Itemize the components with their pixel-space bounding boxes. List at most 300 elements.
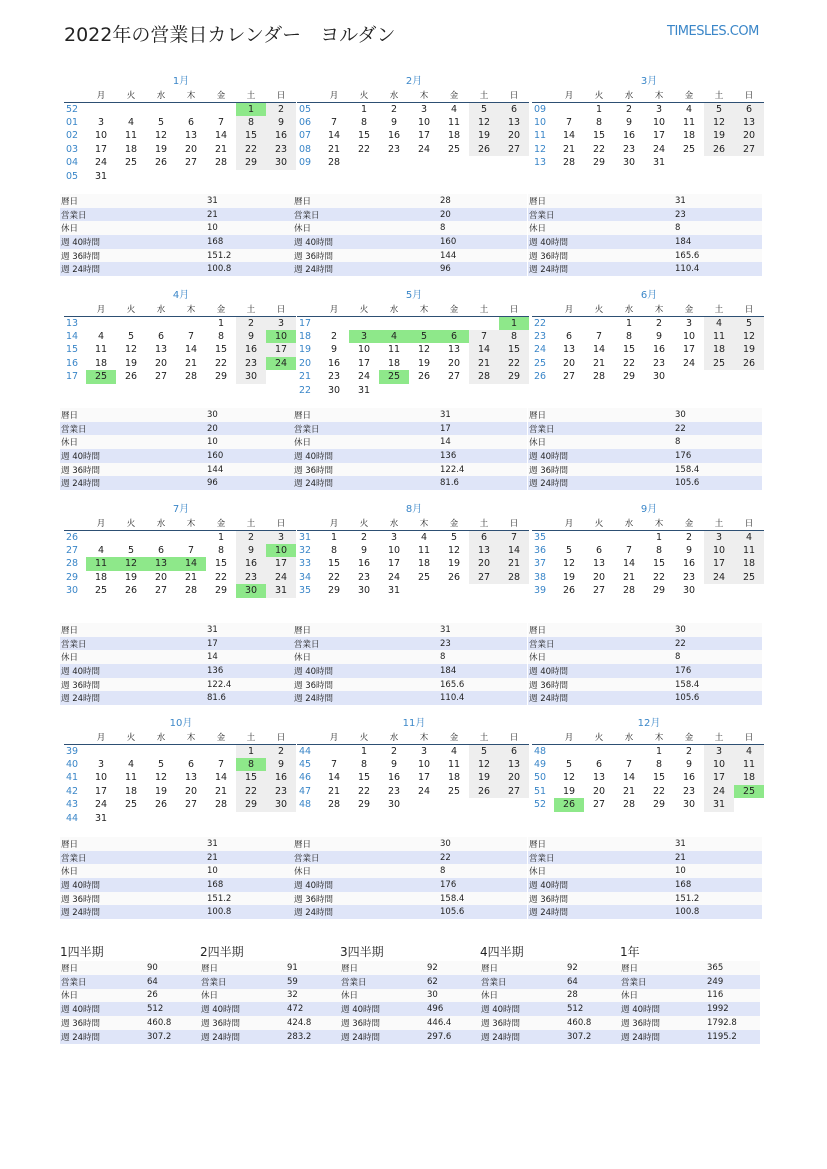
day-cell[interactable]: 22 [622, 357, 636, 369]
day-cell[interactable]: 27 [562, 371, 576, 383]
day-cell[interactable]: 7 [187, 330, 195, 342]
day-cell[interactable]: 18 [417, 558, 431, 570]
day-cell[interactable]: 6 [499, 102, 529, 116]
day-cell[interactable]: 10 [357, 344, 371, 356]
day-cell[interactable]: 22 [652, 571, 666, 583]
day-cell[interactable]: 28 [562, 157, 576, 169]
day-cell[interactable]: 5 [469, 744, 499, 758]
day-cell[interactable]: 26 [124, 371, 138, 383]
day-cell[interactable]: 24 [387, 571, 401, 583]
day-cell[interactable]: 30 [266, 156, 296, 170]
day-cell[interactable]: 29 [214, 371, 228, 383]
day-cell[interactable]: 9 [625, 116, 633, 128]
day-cell[interactable]: 9 [655, 330, 663, 342]
day-cell[interactable]: 27 [592, 585, 606, 597]
day-cell[interactable]: 7 [217, 116, 225, 128]
day-cell[interactable]: 12 [447, 544, 461, 556]
day-cell[interactable]: 8 [217, 544, 225, 556]
day-cell[interactable]: 14 [562, 130, 576, 142]
day-cell[interactable]: 20 [499, 129, 529, 143]
day-cell[interactable]: 16 [622, 130, 636, 142]
day-cell[interactable]: 6 [187, 116, 195, 128]
day-cell[interactable]: 11 [704, 330, 734, 344]
day-cell[interactable]: 24 [94, 157, 108, 169]
day-cell[interactable]: 27 [499, 785, 529, 799]
day-cell[interactable]: 24 [94, 799, 108, 811]
day-cell[interactable]: 21 [622, 785, 636, 797]
day-cell[interactable]: 30 [357, 585, 371, 597]
day-cell[interactable]: 13 [154, 344, 168, 356]
day-cell[interactable]: 18 [447, 130, 461, 142]
day-cell[interactable]: 23 [327, 371, 341, 383]
day-cell[interactable]: 9 [685, 544, 693, 556]
day-cell[interactable]: 19 [704, 129, 734, 143]
day-cell[interactable]: 24 [704, 571, 734, 585]
day-cell[interactable]: 22 [214, 571, 228, 583]
day-cell[interactable]: 14 [499, 544, 529, 558]
day-cell[interactable]: 20 [154, 357, 168, 369]
day-cell[interactable]: 24 [357, 371, 371, 383]
site-logo[interactable]: TIMESLES.COM [667, 24, 759, 39]
day-cell[interactable]: 3 [97, 116, 105, 128]
day-cell[interactable]: 5 [469, 102, 499, 116]
day-cell[interactable]: 14 [176, 557, 206, 571]
day-cell[interactable]: 13 [499, 116, 529, 130]
day-cell[interactable]: 16 [387, 772, 401, 784]
day-cell[interactable]: 31 [357, 384, 371, 396]
day-cell[interactable]: 26 [734, 357, 764, 371]
day-cell[interactable]: 2 [236, 530, 266, 544]
day-cell[interactable]: 31 [94, 170, 108, 182]
day-cell[interactable]: 22 [357, 143, 371, 155]
day-cell[interactable]: 12 [704, 116, 734, 130]
day-cell[interactable]: 11 [734, 758, 764, 772]
day-cell[interactable]: 13 [592, 558, 606, 570]
day-cell[interactable]: 7 [330, 758, 338, 770]
day-cell[interactable]: 15 [622, 344, 636, 356]
day-cell[interactable]: 24 [417, 785, 431, 797]
day-cell[interactable]: 10 [704, 758, 734, 772]
day-cell[interactable]: 10 [266, 544, 296, 558]
day-cell[interactable]: 4 [127, 116, 135, 128]
day-cell[interactable]: 31 [387, 585, 401, 597]
day-cell[interactable]: 21 [562, 143, 576, 155]
day-cell[interactable]: 13 [146, 557, 176, 571]
day-cell[interactable]: 8 [655, 758, 663, 770]
day-cell[interactable]: 21 [327, 143, 341, 155]
day-cell[interactable]: 29 [592, 157, 606, 169]
day-cell[interactable]: 18 [704, 343, 734, 357]
day-cell[interactable]: 15 [236, 129, 266, 143]
day-cell[interactable]: 12 [469, 758, 499, 772]
day-cell[interactable]: 30 [266, 798, 296, 812]
day-cell[interactable]: 15 [214, 344, 228, 356]
day-cell[interactable]: 18 [734, 771, 764, 785]
day-cell[interactable]: 29 [236, 798, 266, 812]
day-cell[interactable]: 19 [124, 357, 138, 369]
day-cell[interactable]: 21 [469, 357, 499, 371]
day-cell[interactable]: 23 [236, 357, 266, 371]
day-cell[interactable]: 3 [704, 530, 734, 544]
day-cell[interactable]: 9 [236, 330, 266, 344]
day-cell[interactable]: 2 [330, 330, 338, 342]
day-cell[interactable]: 5 [157, 758, 165, 770]
day-cell[interactable]: 12 [154, 130, 168, 142]
day-cell[interactable]: 14 [622, 772, 636, 784]
day-cell[interactable]: 6 [157, 544, 165, 556]
day-cell[interactable]: 23 [682, 571, 696, 583]
day-cell[interactable]: 6 [469, 530, 499, 544]
day-cell[interactable]: 26 [704, 143, 734, 157]
day-cell[interactable]: 28 [327, 157, 341, 169]
day-cell[interactable]: 15 [652, 558, 666, 570]
day-cell[interactable]: 18 [682, 130, 696, 142]
day-cell[interactable]: 3 [97, 758, 105, 770]
day-cell[interactable]: 6 [439, 330, 469, 344]
day-cell[interactable]: 4 [97, 330, 105, 342]
day-cell[interactable]: 17 [266, 557, 296, 571]
day-cell[interactable]: 3 [655, 103, 663, 115]
day-cell[interactable]: 11 [124, 130, 138, 142]
day-cell[interactable]: 28 [469, 370, 499, 384]
day-cell[interactable]: 1 [236, 102, 266, 116]
day-cell[interactable]: 3 [704, 744, 734, 758]
day-cell[interactable]: 24 [652, 143, 666, 155]
day-cell[interactable]: 20 [469, 557, 499, 571]
day-cell[interactable]: 5 [409, 330, 439, 344]
day-cell[interactable]: 28 [622, 799, 636, 811]
day-cell[interactable]: 30 [682, 585, 696, 597]
day-cell[interactable]: 23 [387, 785, 401, 797]
day-cell[interactable]: 9 [266, 758, 296, 772]
day-cell[interactable]: 26 [154, 157, 168, 169]
day-cell[interactable]: 9 [390, 116, 398, 128]
day-cell[interactable]: 4 [734, 744, 764, 758]
day-cell[interactable]: 3 [685, 317, 693, 329]
day-cell[interactable]: 28 [184, 371, 198, 383]
day-cell[interactable]: 23 [266, 143, 296, 157]
day-cell[interactable]: 7 [625, 758, 633, 770]
day-cell[interactable]: 29 [327, 585, 341, 597]
day-cell[interactable]: 9 [236, 544, 266, 558]
day-cell[interactable]: 24 [266, 357, 296, 371]
day-cell[interactable]: 12 [562, 558, 576, 570]
day-cell[interactable]: 21 [184, 357, 198, 369]
day-cell[interactable]: 25 [682, 143, 696, 155]
day-cell[interactable]: 29 [236, 156, 266, 170]
day-cell[interactable]: 19 [124, 571, 138, 583]
day-cell[interactable]: 24 [266, 571, 296, 585]
day-cell[interactable]: 28 [622, 585, 636, 597]
day-cell[interactable]: 17 [682, 344, 696, 356]
day-cell[interactable]: 26 [124, 585, 138, 597]
day-cell[interactable]: 6 [157, 330, 165, 342]
day-cell[interactable]: 2 [625, 103, 633, 115]
day-cell[interactable]: 20 [184, 143, 198, 155]
day-cell[interactable]: 27 [154, 585, 168, 597]
day-cell[interactable]: 21 [214, 143, 228, 155]
day-cell[interactable]: 7 [565, 116, 573, 128]
day-cell[interactable]: 16 [236, 557, 266, 571]
day-cell[interactable]: 22 [327, 571, 341, 583]
day-cell[interactable]: 26 [469, 785, 499, 799]
day-cell[interactable]: 8 [499, 330, 529, 344]
day-cell[interactable]: 27 [734, 143, 764, 157]
day-cell[interactable]: 10 [417, 758, 431, 770]
day-cell[interactable]: 15 [236, 771, 266, 785]
day-cell[interactable]: 15 [499, 343, 529, 357]
day-cell[interactable]: 7 [595, 330, 603, 342]
day-cell[interactable]: 22 [652, 785, 666, 797]
day-cell[interactable]: 16 [682, 772, 696, 784]
day-cell[interactable]: 31 [94, 812, 108, 824]
day-cell[interactable]: 9 [390, 758, 398, 770]
day-cell[interactable]: 10 [387, 544, 401, 556]
day-cell[interactable]: 13 [734, 116, 764, 130]
day-cell[interactable]: 18 [94, 571, 108, 583]
day-cell[interactable]: 3 [266, 316, 296, 330]
day-cell[interactable]: 13 [592, 772, 606, 784]
day-cell[interactable]: 21 [592, 357, 606, 369]
day-cell[interactable]: 1 [360, 745, 368, 757]
day-cell[interactable]: 16 [327, 357, 341, 369]
day-cell[interactable]: 10 [94, 130, 108, 142]
day-cell[interactable]: 5 [157, 116, 165, 128]
day-cell[interactable]: 24 [704, 785, 734, 799]
day-cell[interactable]: 20 [499, 771, 529, 785]
day-cell[interactable]: 9 [360, 544, 368, 556]
day-cell[interactable]: 17 [652, 130, 666, 142]
day-cell[interactable]: 14 [592, 344, 606, 356]
day-cell[interactable]: 14 [469, 343, 499, 357]
day-cell[interactable]: 29 [652, 585, 666, 597]
day-cell[interactable]: 18 [124, 143, 138, 155]
day-cell[interactable]: 17 [704, 771, 734, 785]
day-cell[interactable]: 26 [154, 799, 168, 811]
day-cell[interactable]: 30 [622, 157, 636, 169]
day-cell[interactable]: 8 [236, 116, 266, 130]
day-cell[interactable]: 20 [562, 357, 576, 369]
day-cell[interactable]: 1 [595, 103, 603, 115]
day-cell[interactable]: 8 [330, 544, 338, 556]
day-cell[interactable]: 25 [734, 571, 764, 585]
day-cell[interactable]: 4 [420, 531, 428, 543]
day-cell[interactable]: 11 [417, 544, 431, 556]
day-cell[interactable]: 15 [357, 130, 371, 142]
day-cell[interactable]: 9 [685, 758, 693, 770]
day-cell[interactable]: 1 [236, 744, 266, 758]
day-cell[interactable]: 19 [469, 129, 499, 143]
day-cell[interactable]: 29 [214, 585, 228, 597]
day-cell[interactable]: 29 [652, 799, 666, 811]
day-cell[interactable]: 15 [327, 558, 341, 570]
day-cell[interactable]: 6 [565, 330, 573, 342]
day-cell[interactable]: 27 [447, 371, 461, 383]
day-cell[interactable]: 26 [447, 571, 461, 583]
day-cell[interactable]: 6 [499, 744, 529, 758]
day-cell[interactable]: 4 [379, 330, 409, 344]
day-cell[interactable]: 20 [592, 571, 606, 583]
day-cell[interactable]: 21 [184, 571, 198, 583]
day-cell[interactable]: 30 [327, 384, 341, 396]
day-cell[interactable]: 14 [622, 558, 636, 570]
day-cell[interactable]: 21 [499, 557, 529, 571]
day-cell[interactable]: 23 [387, 143, 401, 155]
day-cell[interactable]: 8 [217, 330, 225, 342]
day-cell[interactable]: 13 [184, 130, 198, 142]
day-cell[interactable]: 30 [652, 371, 666, 383]
day-cell[interactable]: 25 [94, 585, 108, 597]
day-cell[interactable]: 26 [469, 143, 499, 157]
day-cell[interactable]: 19 [562, 785, 576, 797]
day-cell[interactable]: 19 [469, 771, 499, 785]
day-cell[interactable]: 2 [685, 745, 693, 757]
day-cell[interactable]: 20 [154, 571, 168, 583]
day-cell[interactable]: 28 [184, 585, 198, 597]
day-cell[interactable]: 4 [685, 103, 693, 115]
day-cell[interactable]: 11 [124, 772, 138, 784]
day-cell[interactable]: 1 [330, 531, 338, 543]
day-cell[interactable]: 25 [704, 357, 734, 371]
day-cell[interactable]: 19 [562, 571, 576, 583]
day-cell[interactable]: 28 [214, 157, 228, 169]
day-cell[interactable]: 18 [447, 772, 461, 784]
day-cell[interactable]: 6 [595, 544, 603, 556]
day-cell[interactable]: 12 [734, 330, 764, 344]
day-cell[interactable]: 8 [625, 330, 633, 342]
day-cell[interactable]: 25 [124, 157, 138, 169]
day-cell[interactable]: 3 [266, 530, 296, 544]
day-cell[interactable]: 1 [499, 316, 529, 330]
day-cell[interactable]: 8 [595, 116, 603, 128]
day-cell[interactable]: 3 [390, 531, 398, 543]
day-cell[interactable]: 5 [734, 316, 764, 330]
day-cell[interactable]: 20 [184, 785, 198, 797]
day-cell[interactable]: 16 [266, 129, 296, 143]
day-cell[interactable]: 6 [595, 758, 603, 770]
day-cell[interactable]: 28 [592, 371, 606, 383]
day-cell[interactable]: 31 [266, 584, 296, 598]
day-cell[interactable]: 27 [592, 799, 606, 811]
day-cell[interactable]: 17 [357, 357, 371, 369]
day-cell[interactable]: 22 [236, 143, 266, 157]
day-cell[interactable]: 18 [387, 357, 401, 369]
day-cell[interactable]: 25 [124, 799, 138, 811]
day-cell[interactable]: 4 [97, 544, 105, 556]
day-cell[interactable]: 7 [625, 544, 633, 556]
day-cell[interactable]: 9 [330, 344, 338, 356]
day-cell[interactable]: 25 [447, 143, 461, 155]
day-cell[interactable]: 8 [655, 544, 663, 556]
day-cell[interactable]: 26 [554, 798, 584, 812]
day-cell[interactable]: 16 [266, 771, 296, 785]
day-cell[interactable]: 22 [236, 785, 266, 799]
day-cell[interactable]: 28 [499, 571, 529, 585]
day-cell[interactable]: 13 [184, 772, 198, 784]
day-cell[interactable]: 15 [214, 558, 228, 570]
day-cell[interactable]: 15 [652, 772, 666, 784]
day-cell[interactable]: 22 [592, 143, 606, 155]
day-cell[interactable]: 27 [469, 571, 499, 585]
day-cell[interactable]: 22 [214, 357, 228, 369]
day-cell[interactable]: 18 [94, 357, 108, 369]
day-cell[interactable]: 8 [360, 116, 368, 128]
day-cell[interactable]: 18 [734, 557, 764, 571]
day-cell[interactable]: 2 [390, 745, 398, 757]
day-cell[interactable]: 12 [417, 344, 431, 356]
day-cell[interactable]: 23 [622, 143, 636, 155]
day-cell[interactable]: 20 [447, 357, 461, 369]
day-cell[interactable]: 24 [682, 357, 696, 369]
day-cell[interactable]: 27 [184, 799, 198, 811]
day-cell[interactable]: 16 [387, 130, 401, 142]
day-cell[interactable]: 8 [360, 758, 368, 770]
day-cell[interactable]: 12 [116, 557, 146, 571]
day-cell[interactable]: 21 [327, 785, 341, 797]
day-cell[interactable]: 17 [417, 130, 431, 142]
day-cell[interactable]: 6 [734, 102, 764, 116]
day-cell[interactable]: 9 [266, 116, 296, 130]
day-cell[interactable]: 11 [94, 344, 108, 356]
day-cell[interactable]: 30 [236, 370, 266, 384]
day-cell[interactable]: 4 [450, 745, 458, 757]
day-cell[interactable]: 26 [562, 585, 576, 597]
day-cell[interactable]: 17 [387, 558, 401, 570]
day-cell[interactable]: 5 [565, 544, 573, 556]
day-cell[interactable]: 1 [217, 317, 225, 329]
day-cell[interactable]: 16 [682, 558, 696, 570]
day-cell[interactable]: 12 [154, 772, 168, 784]
day-cell[interactable]: 12 [562, 772, 576, 784]
day-cell[interactable]: 23 [652, 357, 666, 369]
day-cell[interactable]: 2 [266, 102, 296, 116]
day-cell[interactable]: 10 [94, 772, 108, 784]
day-cell[interactable]: 11 [86, 557, 116, 571]
day-cell[interactable]: 25 [447, 785, 461, 797]
day-cell[interactable]: 29 [499, 370, 529, 384]
day-cell[interactable]: 8 [236, 758, 266, 772]
day-cell[interactable]: 7 [330, 116, 338, 128]
day-cell[interactable]: 27 [184, 157, 198, 169]
day-cell[interactable]: 28 [214, 799, 228, 811]
day-cell[interactable]: 4 [127, 758, 135, 770]
day-cell[interactable]: 31 [652, 157, 666, 169]
day-cell[interactable]: 10 [682, 330, 696, 342]
day-cell[interactable]: 2 [685, 531, 693, 543]
day-cell[interactable]: 28 [327, 799, 341, 811]
day-cell[interactable]: 25 [86, 370, 116, 384]
day-cell[interactable]: 23 [682, 785, 696, 797]
day-cell[interactable]: 27 [499, 143, 529, 157]
day-cell[interactable]: 27 [154, 371, 168, 383]
day-cell[interactable]: 26 [417, 371, 431, 383]
day-cell[interactable]: 2 [390, 103, 398, 115]
day-cell[interactable]: 14 [184, 344, 198, 356]
day-cell[interactable]: 4 [704, 316, 734, 330]
day-cell[interactable]: 23 [357, 571, 371, 583]
day-cell[interactable]: 30 [387, 799, 401, 811]
day-cell[interactable]: 16 [236, 343, 266, 357]
day-cell[interactable]: 3 [420, 103, 428, 115]
day-cell[interactable]: 19 [417, 357, 431, 369]
day-cell[interactable]: 7 [187, 544, 195, 556]
day-cell[interactable]: 11 [447, 116, 461, 128]
day-cell[interactable]: 18 [124, 785, 138, 797]
day-cell[interactable]: 11 [682, 116, 696, 128]
day-cell[interactable]: 16 [357, 558, 371, 570]
day-cell[interactable]: 25 [417, 571, 431, 583]
day-cell[interactable]: 13 [469, 544, 499, 558]
